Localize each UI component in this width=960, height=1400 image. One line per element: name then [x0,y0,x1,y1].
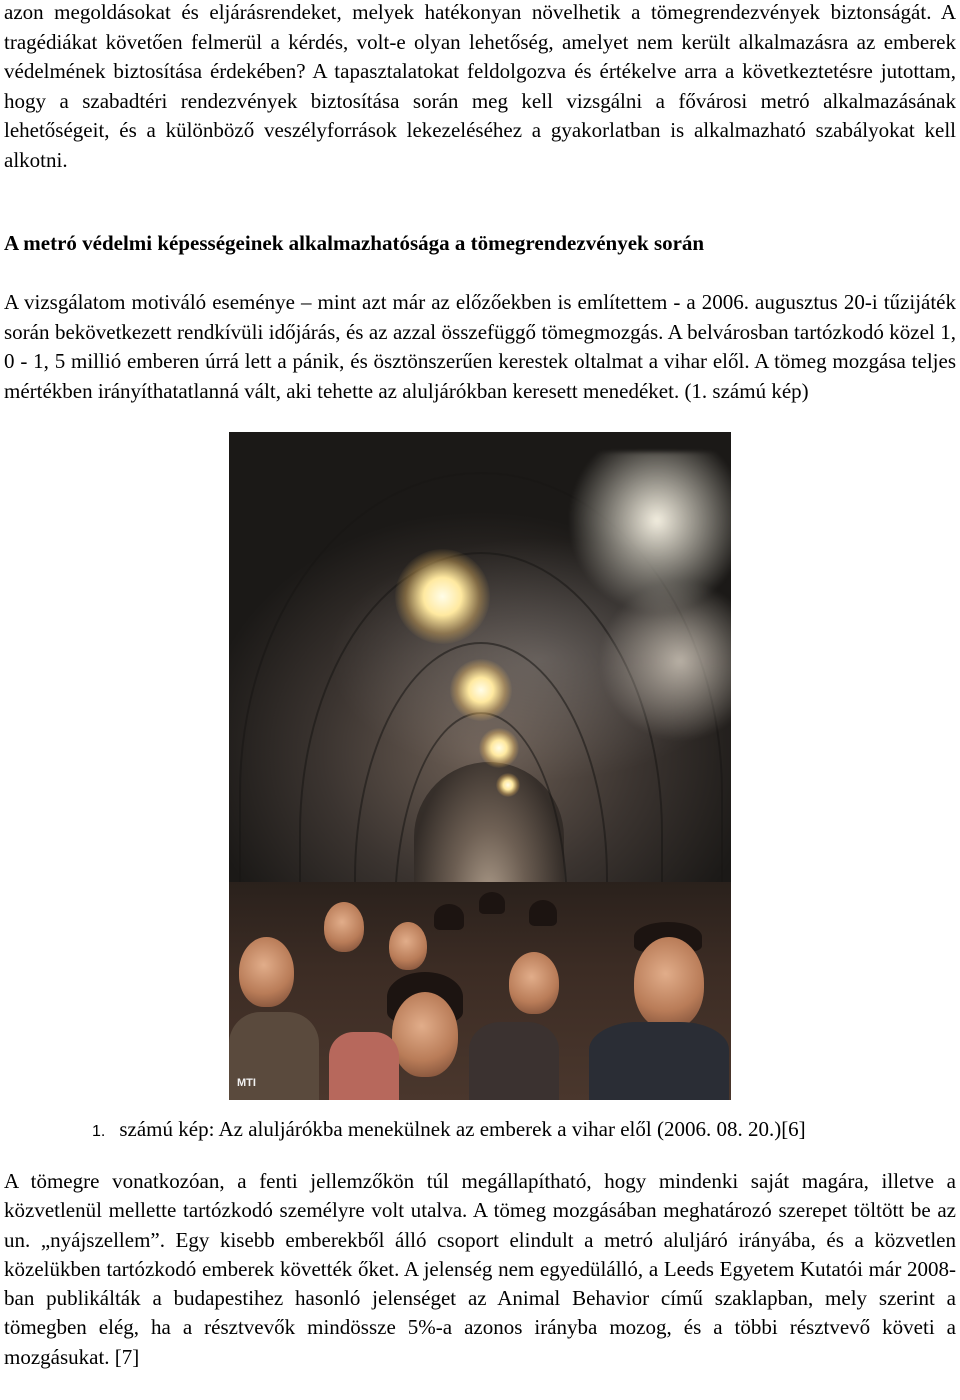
person-head [324,902,364,952]
paragraph-crowd-behaviour: A tömegre vonatkozóan, a fenti jellemzőkön túl megállapítható, hogy mindenki saját magára, illetve a közvetlenül mellette tartózkodó személyre volt utalva. A tömeg mozgásában meghatározó szerepet töltött be az un. „nyájszellem”. Egy kisebb emberekből álló csoport elindult a metró aluljáró irányába, és a közvetlen közelükben tartózkodó emberek követték őket. A jelenség nem egyedülálló, a Leeds Egyetem Kutatói már 2008-ban publikálták a budapestihez hasonló jelenséget az Animal Behavior című szaklapban, mely szerint a tömegben elég, ha a résztvevők mindössze 5%-a azonos irányba mozog, és a többi résztvevő követi a mozgásukat. [7] [4,1169,956,1369]
paragraph-motivation: A vizsgálatom motiváló eseménye – mint azt már az előzőekben is említettem - a 2006. augusztus 20-i tűzijáték során bekövetkezett rendkívüli időjárás, és az azzal összefüggő tömegmozgás. A belvárosban tartózkodó közel 1, 0 - 1, 5 millió emberen úrrá lett a pánik, és ösztönszerűen kerestek oltalmat a vihar elől. A tömeg mozgása teljes mértékben irányíthatatlanná vált, aki tehette az aluljárókban keresett menedéket. (1. számú kép) [4,290,956,403]
crowd [229,882,731,1100]
photo-watermark: MTI [237,1077,256,1089]
person-head [239,937,294,1007]
ceiling-lamp [496,773,520,797]
ceiling-lamp [450,659,512,721]
person-head [509,952,559,1014]
caption-text: számú kép: Az aluljárókba menekülnek az emberek a vihar elől (2006. 08. 20.)[6] [119,1117,806,1141]
person-head [389,922,427,970]
person-head [392,992,458,1077]
person-head [434,904,464,930]
paragraph-intro: azon megoldásokat és eljárásrendeket, melyek hatékonyan növelhetik a tömegrendezvények biztonságát. A tragédiákat követően felmerül a kérdés, volt-e olyan lehetőség, amelyet nem került alkalmazásra az emberek védelmének biztosítása érdekében? A tapasztalatokat feldolgozva és értékelve arra a következtetésre jutottam, hogy a szabadtéri rendezvények biztosítása során meg kell vizsgálni a fővárosi metró alkalmazásának lehetőségeit, és a különböző veszélyforrások lekezeléséhez a gyakorlatban is alkalmazható szabályokat kell alkotni. [4,0,956,172]
person-shirt [329,1032,399,1100]
ceiling-lamp [395,549,490,644]
section-heading: A metró védelmi képességeinek alkalmazhatósága a tömegrendezvények során [4,231,705,255]
caption-number: 1. [92,1123,106,1140]
ceiling-lamp [479,728,519,768]
person-head [529,900,557,926]
figure-caption [92,1115,806,1146]
person-head [479,892,505,914]
light-haze [519,452,731,832]
person-head [634,937,704,1029]
person-shirt [469,1022,559,1100]
person-shirt [589,1022,729,1100]
crowd-tunnel-photo [229,432,731,1100]
